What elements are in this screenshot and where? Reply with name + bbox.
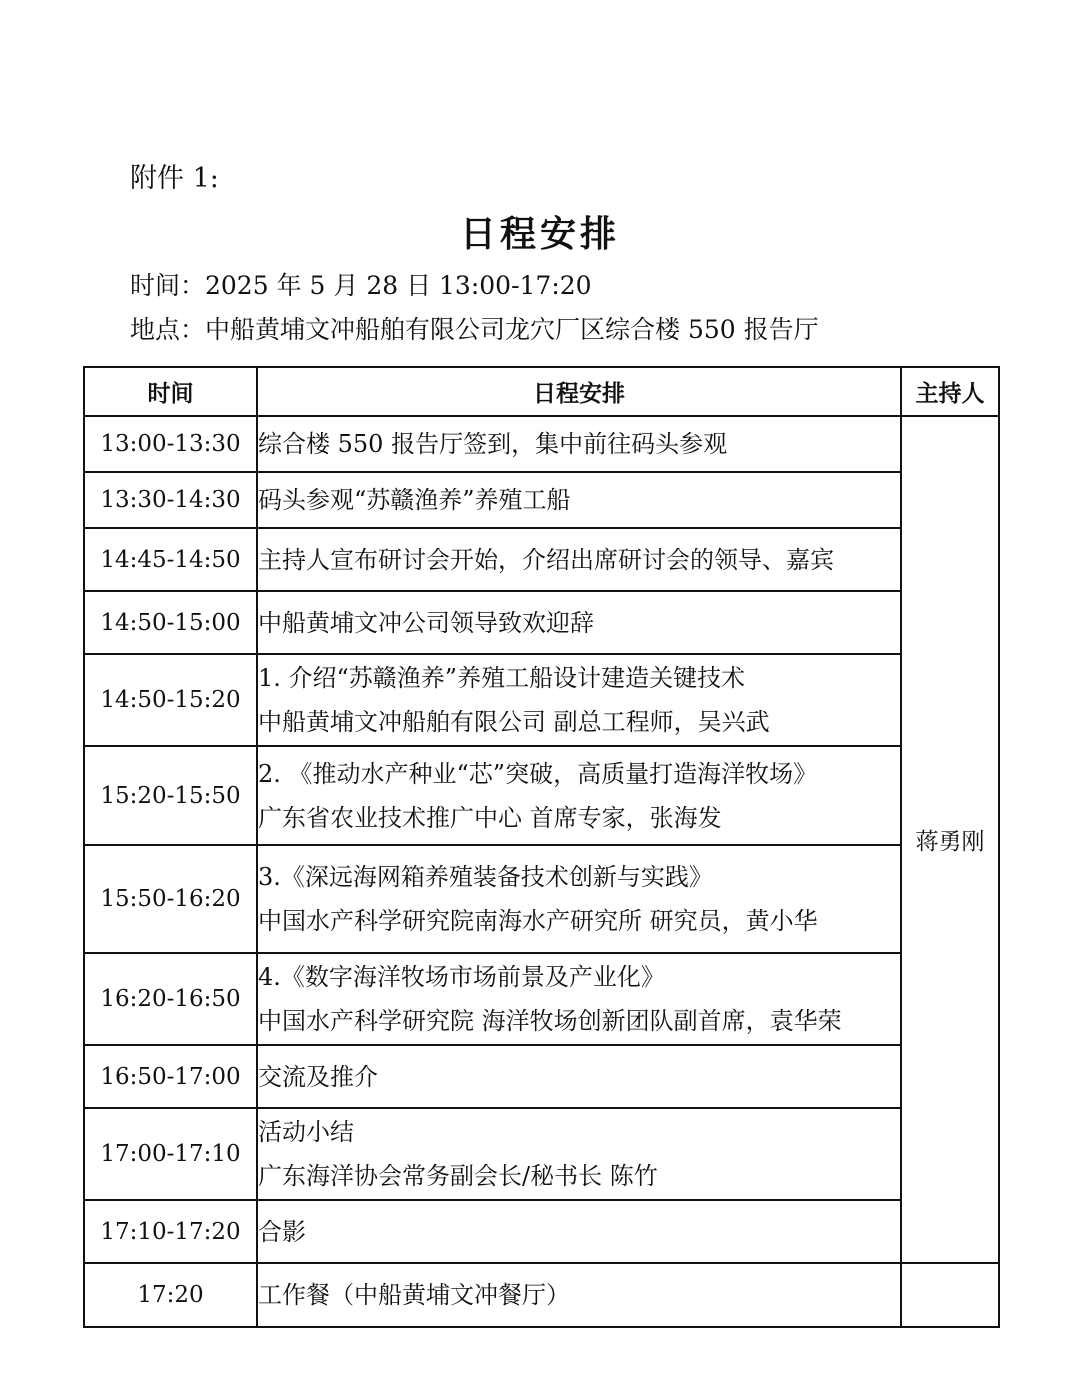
row-time: 17:10-17:20 — [84, 1200, 257, 1263]
schedule-line: 码头参观“苏赣渔养”养殖工船 — [258, 486, 571, 514]
row-time: 14:45-14:50 — [84, 528, 257, 591]
schedule-line: 中国水产科学研究院 海洋牧场创新团队副首席，袁华荣 — [258, 1007, 842, 1035]
table-row — [84, 528, 999, 591]
schedule-line: 中国水产科学研究院南海水产研究所 研究员，黄小华 — [258, 907, 818, 935]
row-schedule — [257, 528, 901, 591]
schedule-line: 广东省农业技术推广中心 首席专家，张海发 — [258, 803, 722, 832]
host-cell-empty — [901, 1263, 999, 1327]
table-row — [84, 416, 999, 472]
schedule-line: 3.《深远海网箱养殖装备技术创新与实践》 — [258, 863, 713, 891]
row-schedule — [257, 1263, 901, 1327]
row-schedule — [257, 416, 901, 472]
table-row — [84, 591, 999, 654]
row-time: 16:20-16:50 — [84, 953, 257, 1045]
host-cell: 蒋勇刚 — [901, 416, 999, 1263]
table-row — [84, 1108, 999, 1200]
row-time: 17:20 — [84, 1263, 257, 1327]
row-schedule — [257, 953, 901, 1045]
table-row — [84, 845, 999, 953]
schedule-line: 交流及推介 — [258, 1062, 378, 1091]
row-schedule — [257, 472, 901, 528]
row-time: 17:00-17:10 — [84, 1108, 257, 1200]
row-schedule — [257, 1200, 901, 1263]
header-schedule: 日程安排 — [257, 367, 901, 416]
row-schedule — [257, 1045, 901, 1108]
table-row — [84, 953, 999, 1045]
table-row — [84, 746, 999, 845]
row-time: 15:50-16:20 — [84, 845, 257, 953]
schedule-line: 1. 介绍“苏赣渔养”养殖工船设计建造关键技术 — [258, 664, 746, 692]
row-time: 13:30-14:30 — [84, 472, 257, 528]
event-place-line: 地点：中船黄埔文冲船舶有限公司龙穴厂区综合楼 550 报告厅 — [130, 315, 819, 344]
page-title: 日程安排 — [459, 214, 620, 255]
schedule-line: 广东海洋协会常务副会长/秘书长 陈竹 — [258, 1162, 658, 1190]
schedule-line: 主持人宣布研讨会开始，介绍出席研讨会的领导、嘉宾 — [258, 545, 834, 574]
event-time-line: 时间：2025 年 5 月 28 日 13:00-17:20 — [130, 271, 592, 300]
schedule-line: 中船黄埔文冲公司领导致欢迎辞 — [258, 608, 594, 637]
header-time: 时间 — [84, 367, 257, 416]
table-row — [84, 1263, 999, 1327]
row-schedule — [257, 746, 901, 845]
row-time: 14:50-15:00 — [84, 591, 257, 654]
table-row — [84, 654, 999, 746]
row-time: 14:50-15:20 — [84, 654, 257, 746]
table-header-row — [84, 367, 999, 416]
schedule-line: 综合楼 550 报告厅签到，集中前往码头参观 — [258, 430, 728, 458]
schedule-line: 2. 《推动水产种业“芯”突破，高质量打造海洋牧场》 — [258, 759, 818, 788]
row-schedule — [257, 654, 901, 746]
table-row — [84, 1200, 999, 1263]
row-schedule — [257, 845, 901, 953]
attachment-label: 附件 1: — [130, 163, 219, 194]
row-schedule — [257, 591, 901, 654]
table-row — [84, 1045, 999, 1108]
schedule-line: 合影 — [258, 1217, 306, 1246]
row-time: 13:00-13:30 — [84, 416, 257, 472]
row-time: 16:50-17:00 — [84, 1045, 257, 1108]
header-host: 主持人 — [901, 367, 999, 416]
schedule-line: 活动小结 — [258, 1118, 354, 1146]
schedule-table — [83, 366, 1000, 1328]
row-schedule — [257, 1108, 901, 1200]
row-time: 15:20-15:50 — [84, 746, 257, 845]
schedule-line: 中船黄埔文冲船舶有限公司 副总工程师，吴兴武 — [258, 708, 770, 736]
table-row — [84, 472, 999, 528]
schedule-line: 工作餐（中船黄埔文冲餐厅） — [258, 1281, 570, 1309]
schedule-line: 4.《数字海洋牧场市场前景及产业化》 — [258, 963, 665, 991]
